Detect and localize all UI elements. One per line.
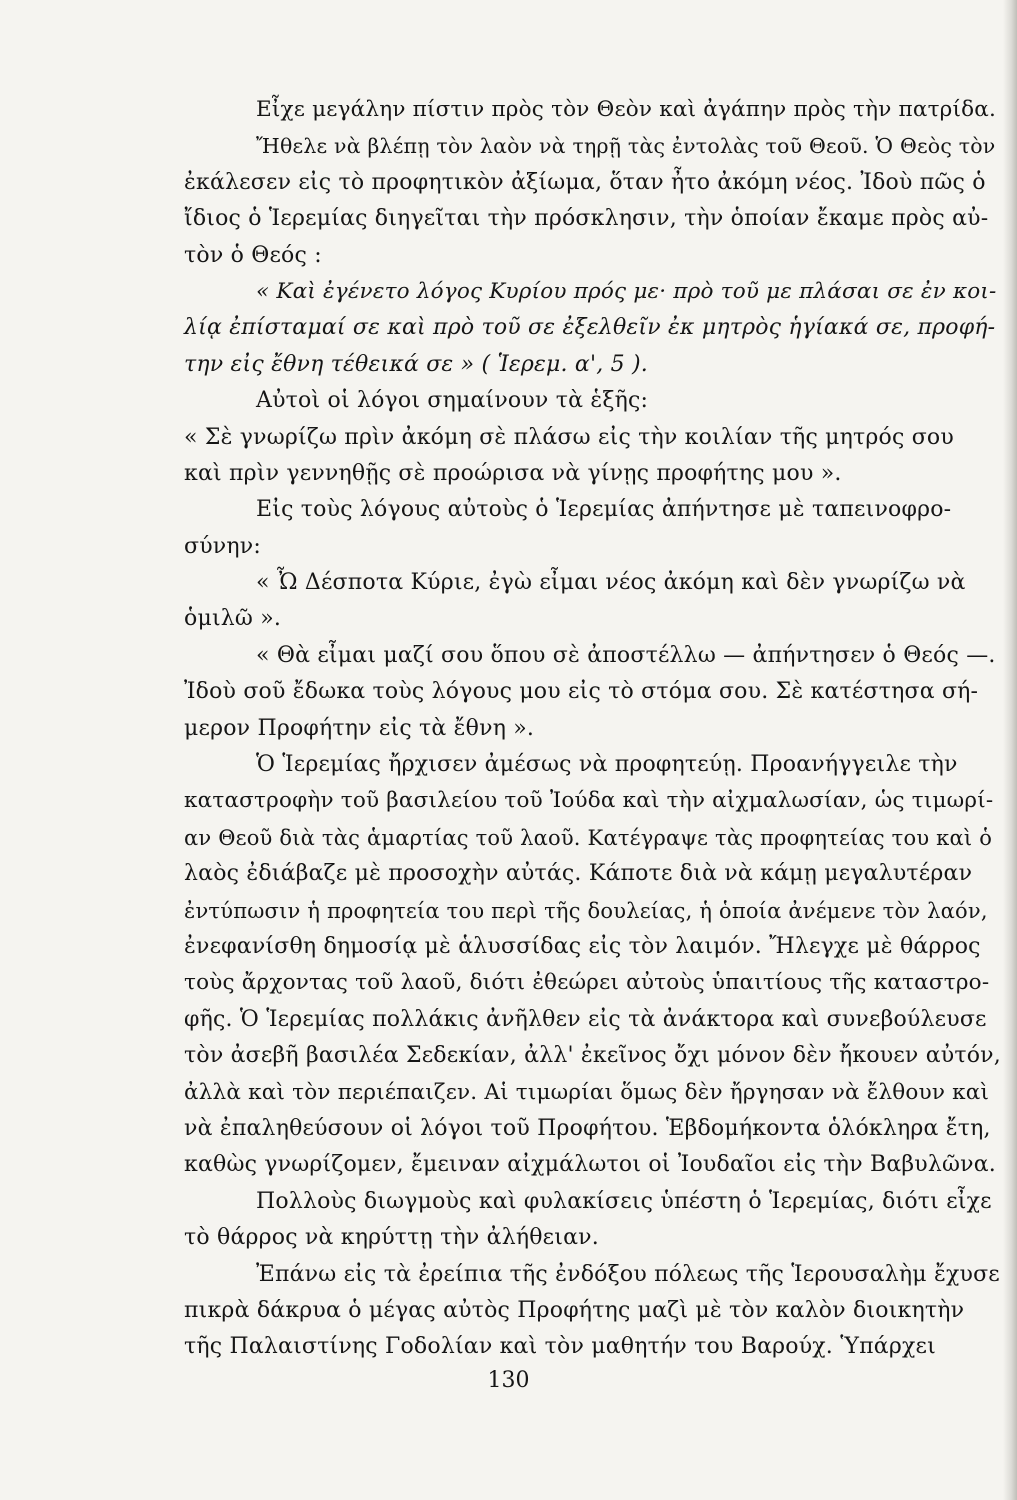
text-line: καθὼς γνωρίζομεν, ἔμειναν αἰχμάλωτοι οἱ Ἰουδαῖοι εἰς τὴν Βαβυλῶνα. — [184, 1152, 996, 1178]
text-line: μερον Προφήτην εἰς τὰ ἔθνη ». — [184, 715, 535, 741]
text-line: « Ὦ Δέσποτα Κύριε, ἐγὼ εἶμαι νέος ἀκόμη καὶ δὲν γνωρίζω νὰ — [256, 570, 966, 596]
text-line: Ἰδοὺ σοῦ ἔδωκα τοὺς λόγους μου εἰς τὸ στόμα σου. Σὲ κατέστησα σή- — [184, 679, 979, 705]
text-line: τοὺς ἄρχοντας τοῦ λαοῦ, διότι ἐθεώρει αὐτοὺς ὑπαιτίους τῆς καταστρο- — [184, 970, 990, 996]
text-line: τῆς Παλαιστίνης Γοδολίαν καὶ τὸν μαθητήν του Βαρούχ. Ὑπάρχει — [184, 1334, 936, 1360]
text-line: Ὁ Ἱερεμίας ἤρχισεν ἀμέσως νὰ προφητεύῃ. Προανήγγειλε τὴν — [256, 752, 958, 778]
text-line: αν Θεοῦ διὰ τὰς ἁμαρτίας τοῦ λαοῦ. Κατέγραψε τὰς προφητείας του καὶ ὁ — [184, 825, 993, 850]
text-line: πικρὰ δάκρυα ὁ μέγας αὐτὸς Προφήτης μαζὶ μὲ τὸν καλὸν διοικητὴν — [184, 1297, 965, 1323]
text-line: νὰ ἐπαληθεύσουν οἱ λόγοι τοῦ Προφήτου. Ἑβδομήκοντα ὁλόκληρα ἔτη, — [184, 1115, 991, 1141]
text-line: τὸν ὁ Θεός : — [184, 242, 322, 268]
text-line: Αὐτοὶ οἱ λόγοι σημαίνουν τὰ ἑξῆς: — [256, 388, 649, 414]
text-line: ὁμιλῶ ». — [184, 606, 282, 632]
text-line: « Καὶ ἐγένετο λόγος Κυρίου πρός με· πρὸ τοῦ με πλάσαι σε ἐν κοι- — [256, 278, 997, 304]
text-line: την εἰς ἔθνη τέθεικά σε » ( Ἱερεμ. α', 5 ). — [184, 351, 648, 377]
text-line: Εἶχε μεγάλην πίστιν πρὸς τὸν Θεὸν καὶ ἀγάπην πρὸς τὴν πατρίδα. — [256, 97, 997, 122]
text-line: Ἐπάνω εἰς τὰ ἐρείπια τῆς ἐνδόξου πόλεως τῆς Ἱερουσαλὴμ ἔχυσε — [256, 1261, 1000, 1287]
text-line: Εἰς τοὺς λόγους αὐτοὺς ὁ Ἱερεμίας ἀπήντησε μὲ ταπεινοφρο- — [256, 497, 952, 523]
text-line: ἐκάλεσεν εἰς τὸ προφητικὸν ἀξίωμα, ὅταν ἦτο ἀκόμη νέος. Ἰδοὺ πῶς ὁ — [184, 169, 986, 195]
text-line: τὸ θάρρος νὰ κηρύττῃ τὴν ἀλήθειαν. — [184, 1225, 599, 1251]
text-line: ἀλλὰ καὶ τὸν περιέπαιζεν. Αἱ τιμωρίαι ὅμως δὲν ἤργησαν νὰ ἔλθουν καὶ — [184, 1079, 990, 1105]
page-number: 130 — [487, 1368, 530, 1393]
text-line: καταστροφὴν τοῦ βασιλείου τοῦ Ἰούδα καὶ τὴν αἰχμαλωσίαν, ὡς τιμωρί- — [184, 788, 994, 814]
text-line: ἐνεφανίσθη δημοσίᾳ μὲ ἁλυσσίδας εἰς τὸν λαιμόν. Ἤλεγχε μὲ θάρρος — [184, 933, 981, 959]
text-line: τὸν ἀσεβῆ βασιλέα Σεδεκίαν, ἀλλ' ἐκεῖνος ὄχι μόνον δὲν ἤκουεν αὐτόν, — [184, 1043, 1001, 1069]
body-text — [184, 92, 1004, 1366]
book-spine-shadow — [1003, 0, 1017, 1500]
text-line: ἴδιος ὁ Ἱερεμίας διηγεῖται τὴν πρόσκλησιν, τὴν ὁποίαν ἔκαμε πρὸς αὐ- — [184, 206, 989, 232]
text-line: ἐντύπωσιν ἡ προφητεία του περὶ τῆς δουλείας, ἡ ὁποία ἀνέμενε τὸν λαόν, — [184, 898, 988, 923]
text-line: Ἤθελε νὰ βλέπῃ τὸν λαὸν νὰ τηρῇ τὰς ἐντολὰς τοῦ Θεοῦ. Ὁ Θεὸς τὸν — [256, 134, 996, 159]
text-line: Πολλοὺς διωγμοὺς καὶ φυλακίσεις ὑπέστη ὁ Ἱερεμίας, διότι εἶχε — [256, 1188, 992, 1214]
text-line: « Θὰ εἶμαι μαζί σου ὅπου σὲ ἀποστέλλω — ἀπήντησεν ὁ Θεός —. — [256, 642, 996, 668]
text-line: καὶ πρὶν γεννηθῇς σὲ προώρισα νὰ γίνῃς προφήτης μου ». — [184, 460, 842, 486]
text-line: λίᾳ ἐπίσταμαί σε καὶ πρὸ τοῦ σε ἐξελθεῖν ἐκ μητρὸς ἡγίακά σε, προφή- — [184, 315, 996, 341]
text-line: « Σὲ γνωρίζω πρὶν ἀκόμη σὲ πλάσω εἰς τὴν κοιλίαν τῆς μητρός σου — [184, 424, 954, 450]
text-line: σύνην: — [184, 533, 261, 559]
text-line: λαὸς ἐδιάβαζε μὲ προσοχὴν αὐτάς. Κάποτε διὰ νὰ κάμῃ μεγαλυτέραν — [184, 861, 973, 887]
text-line: φῆς. Ὁ Ἱερεμίας πολλάκις ἀνῆλθεν εἰς τὰ ἀνάκτορα καὶ συνεβούλευσε — [184, 1006, 987, 1032]
